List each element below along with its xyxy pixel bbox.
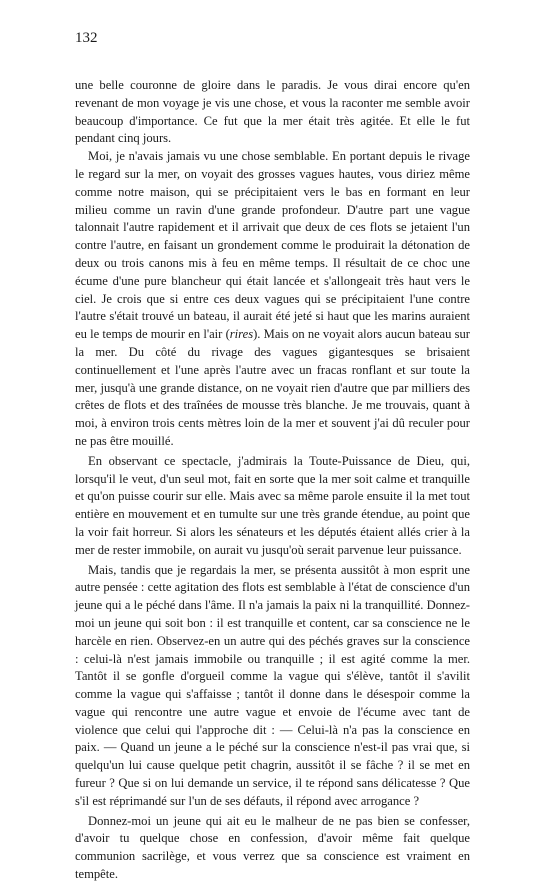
paragraph-2 xyxy=(75,148,470,451)
paragraph-1 xyxy=(75,77,470,148)
page-number: 132 xyxy=(75,30,98,46)
paragraph-5-text: Donnez-moi un jeune qui ait eu le malheur de ne pas bien se confesser, d'avoir tu quelque chose en confession, d'avoir même fait quelque communion sacrilège, et vous verrez que sa conscience est vraiment en tempête. xyxy=(75,813,470,882)
paragraph-2-text-start: Moi, je n'avais jamais vu une chose semblable. En portant depuis le rivage le regard sur la mer, on voyait des grosses vagues hautes, vous diriez même comme notre maison, qui se précipitaient vers le bas en formant en leur milieu comme un ravin d'une grande profondeur. D'autre part une vague talonnait l'autre rapidement et il arrivait que deux de ces flots se jetaient l'un contre l'autre, en faisant un grondement comme le produirait la détonation de deux ou trois canons mis à feu en même temps. Il résultait de ce choc une écume d'une pure blancheur qui était lancée et s'allongeait très haut vers le ciel. Je crois que si entre ces deux vagues qui se précipitaient l'une contre l'autre s'était trouvé un bateau, il aurait été jeté si haut que les marins auraient eu le temps de mourir en l'air ( xyxy=(75,149,470,342)
paragraph-4 xyxy=(75,562,470,811)
paragraph-2-text-end: ). Mais on ne voyait alors aucun bateau sur la mer. Du côté du rivage des vagues gigantesques se brisaient continuellement et l'une après l'autre avec un fracas ronflant et sur toute la mer, jusqu'à une grande distance, on ne voyait rien d'autre que par milliers des crêtes de flots et des traînées de mousse très blanche. Je me trouvais, quant à moi, à environ trois cents mètres loin de la mer et souvent j'ai dû reculer pour ne pas être mouillé. xyxy=(75,327,470,448)
paragraph-3-text: En observant ce spectacle, j'admirais la Toute-Puissance de Dieu, qui, lorsqu'il le veut, d'un seul mot, fait en sorte que la mer soit calme et tranquille et qu'on puisse courir sur elle. Mais avec sa même parole ensuite il la met tout entière en mouvement et en tumulte sur une très grande étendue, au point que la voir fait horreur. Si alors les sénateurs et les députés étaient allés crier à la mer de rester immobile, on aurait vu jusqu'où serait parvenue leur puissance. xyxy=(75,453,470,557)
paragraph-4-text: Mais, tandis que je regardais la mer, se présenta aussitôt à mon esprit une autre pensée : cette agitation des flots est semblable à l'état de conscience d'un jeune qui a le péché dans l'âme. Il n'a jamais la paix ni la tranquillité. Donnez-moi un jeune qui soit bon : il est tranquille et content, car sa conscience ne le harcèle en rien. Observez-en un autre qui des péchés graves sur la conscience : celui-là n'est jamais immobile ou tranquille ; il est agité comme la mer. Tantôt il se gonfle d'orgueil comme la vague qui s'élève, tantôt il s'avilit comme la vague qui s'affaisse ; tantôt il donne dans le désespoir comme la vague qui rencontre une autre vague et envoie de l'écume avec tant de violence que celui qui l'approche dit : — Celui-là n'a pas la conscience en paix. — Quand un jeune a le péché sur la conscience n'est-il pas vrai que, si quelqu'un lui cause quelque petit chagrin, aussitôt il se fâche ? il se met en fureur ? Que si on lui demande un service, il te répond sans délicatesse ? Que s'il est réprimandé sur l'un de ses défauts, il répond avec arrogance ? xyxy=(75,562,470,808)
paragraph-2-italic: rires xyxy=(229,327,254,342)
paragraph-5 xyxy=(75,813,470,884)
body-text xyxy=(75,77,470,884)
paragraph-1-text: une belle couronne de gloire dans le paradis. Je vous dirai encore qu'en revenant de mon voyage je vis une chose, et vous la raconter me semble avoir beaucoup d'importance. Ce fut que la mer était très agitée. Et elle le fut pendant cinq jours. xyxy=(75,78,470,146)
paragraph-3 xyxy=(75,453,470,560)
